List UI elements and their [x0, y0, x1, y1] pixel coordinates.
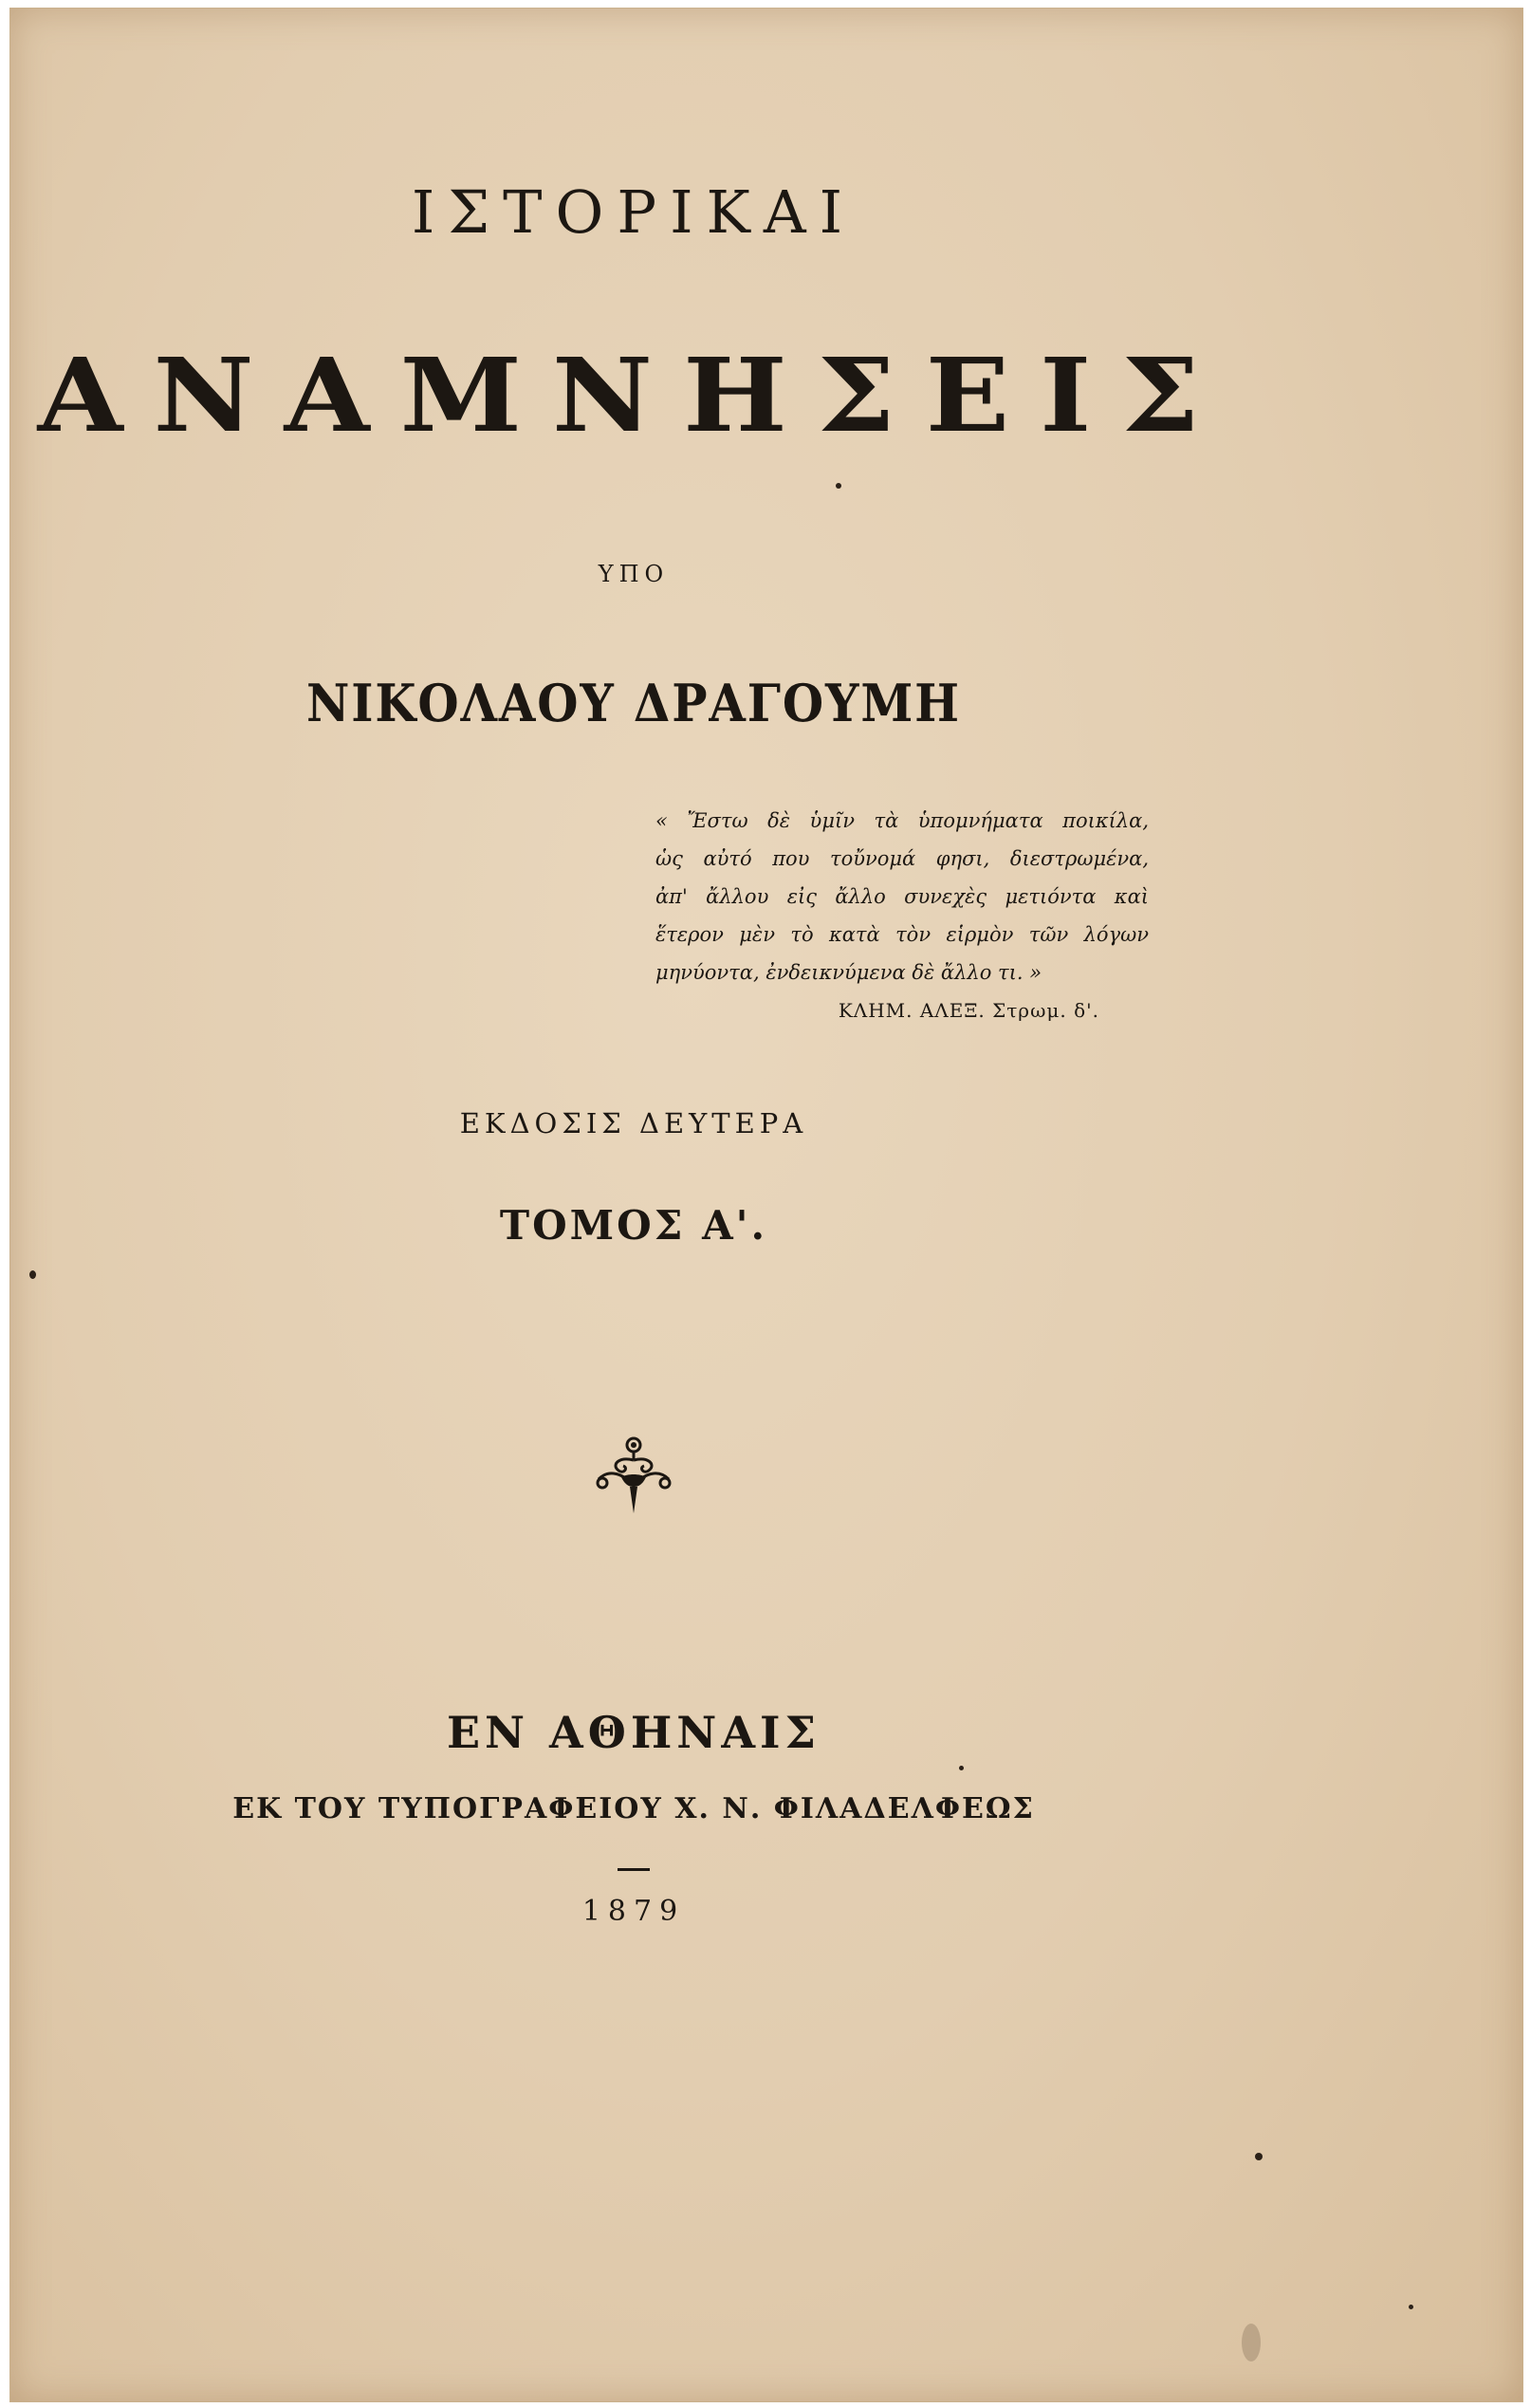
divider	[618, 1868, 650, 1871]
paper-speck	[836, 483, 841, 489]
epigraph-line: « Ἔστω δὲ ὑμῖν τὰ ὑπομνήματα ποικίλα,	[655, 809, 1149, 832]
epigraph-line: ἕτερον μὲν τὸ κατὰ τὸν εἱρμὸν τῶν λόγων	[655, 923, 1149, 946]
title-page	[9, 8, 1523, 2402]
epigraph-line-last: μηνύοντα, ἐνδεικνύμενα δὲ ἄλλο τι. »	[655, 961, 1042, 984]
epigraph-line: ἀπ' ἄλλου εἰς ἄλλο συνεχὲς μετιόντα καὶ	[655, 885, 1149, 908]
author-name: ΝΙΚΟΛΑΟΥ ΔΡΑΓΟΥΜΗ	[306, 673, 961, 733]
year-label: 1879	[581, 1895, 686, 1928]
by-label: ΥΠΟ	[598, 561, 670, 587]
paper-speck	[1255, 2153, 1263, 2160]
paper-speck	[29, 1270, 36, 1279]
paper-speck	[959, 1766, 964, 1770]
paper-speck	[1409, 2305, 1413, 2309]
title-line-1: ΙΣΤΟΡΙΚΑΙ	[411, 177, 857, 247]
volume-label: ΤΟΜΟΣ Α'.	[499, 1202, 768, 1249]
city-label: ΕΝ ΑΘΗΝΑΙΣ	[446, 1707, 821, 1758]
fleuron-icon	[591, 1432, 676, 1517]
printer-label: ΕΚ ΤΟΥ ΤΥΠΟΓΡΑΦΕΙΟΥ Χ. Ν. ΦΙΛΑΔΕΛΦΕΩΣ	[232, 1792, 1035, 1825]
paper-stain	[1242, 2324, 1261, 2362]
epigraph-line: ὡς αὐτό που τοὔνομά φησι, διεστρωμένα,	[655, 847, 1149, 870]
title-line-2: ΑΝΑΜΝΗΣΕΙΣ	[37, 336, 1230, 455]
epigraph	[655, 802, 1149, 1029]
edition-label: ΕΚΔΟΣΙΣ ΔΕΥΤΕΡΑ	[459, 1107, 808, 1139]
epigraph-source: ΚΛΗΜ. ΑΛΕΞ. Στρωμ. δ'.	[838, 999, 1099, 1022]
